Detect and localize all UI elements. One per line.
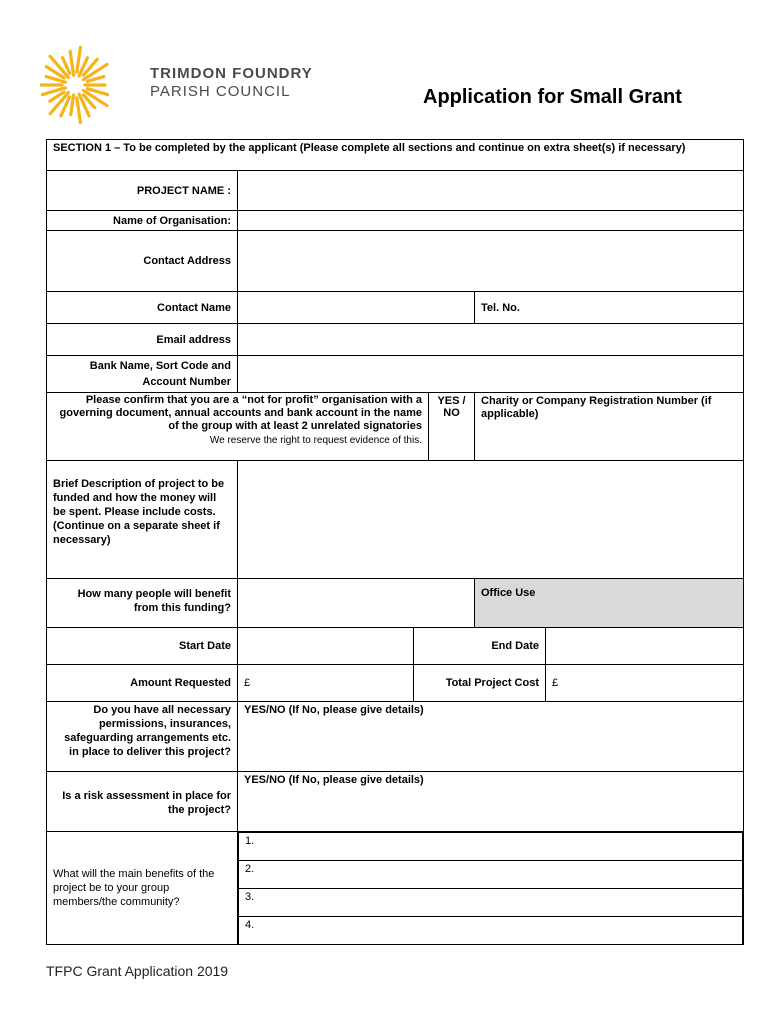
total-cost-field[interactable] xyxy=(546,665,744,702)
amount-requested-field[interactable] xyxy=(238,665,414,702)
end-date-field[interactable] xyxy=(546,628,744,665)
description-label: Brief Description of project to be funded and how the money will be spent. Please include costs. (Continue on a separate sheet if necessary) xyxy=(47,461,238,579)
beneficiaries-label: How many people will benefit from this funding? xyxy=(47,579,238,628)
risk-assessment-field[interactable] xyxy=(238,772,744,832)
sunburst-ray xyxy=(70,51,73,75)
contact-address-label: Contact Address xyxy=(47,231,238,292)
tel-field[interactable] xyxy=(475,292,744,324)
beneficiaries-field[interactable] xyxy=(238,579,475,628)
parish-council-logo xyxy=(40,40,340,130)
permissions-field[interactable] xyxy=(238,702,744,772)
org-name-line1: TRIMDON FOUNDRY xyxy=(150,65,313,82)
sunburst-ray xyxy=(71,95,74,115)
description-field[interactable] xyxy=(238,461,744,579)
project-name-field[interactable] xyxy=(238,171,744,211)
evidence-note: We reserve the right to request evidence of this. xyxy=(209,435,422,446)
benefit-line[interactable]: 2. xyxy=(239,861,743,889)
currency-symbol: £ xyxy=(552,677,559,689)
org-name-line2: PARISH COUNCIL xyxy=(150,83,291,100)
bank-label: Bank Name, Sort Code and Account Number xyxy=(47,356,238,393)
charity-number-field[interactable] xyxy=(475,393,744,461)
permissions-prompt: YES/NO (If No, please give details) xyxy=(244,704,424,716)
risk-assessment-prompt: YES/NO (If No, please give details) xyxy=(244,774,424,786)
section-1-heading: SECTION 1 – To be completed by the applicant (Please complete all sections and continue on extra sheet(s) if necessary) xyxy=(47,140,744,171)
amount-requested-label: Amount Requested xyxy=(47,665,238,702)
currency-symbol: £ xyxy=(244,677,251,689)
office-use-label: Office Use xyxy=(481,587,536,599)
organisation-label: Name of Organisation: xyxy=(47,211,238,231)
project-name-label: PROJECT NAME : xyxy=(47,171,238,211)
tel-label: Tel. No. xyxy=(481,301,520,314)
email-field[interactable] xyxy=(238,324,744,356)
email-label: Email address xyxy=(47,324,238,356)
start-date-field[interactable] xyxy=(238,628,414,665)
benefit-line[interactable]: 1. xyxy=(239,833,743,861)
not-for-profit-cell xyxy=(47,393,429,461)
charity-number-label: Charity or Company Registration Number (if applicable) xyxy=(481,395,712,420)
footer-text: TFPC Grant Application 2019 xyxy=(46,963,229,979)
office-use-box xyxy=(475,579,744,628)
contact-name-field[interactable] xyxy=(238,292,475,324)
benefit-line[interactable]: 4. xyxy=(239,917,743,945)
sunburst-ray xyxy=(77,47,81,72)
yes-no-choice[interactable]: YES / NO xyxy=(429,393,475,461)
bank-field[interactable] xyxy=(238,356,744,393)
page-title: Application for Small Grant xyxy=(423,86,682,108)
benefits-list xyxy=(238,832,744,945)
organisation-field[interactable] xyxy=(238,211,744,231)
end-date-label: End Date xyxy=(414,628,546,665)
not-for-profit-text: Please confirm that you are a “not for profit” organisation with a governing document, annual accounts and bank account in the name of the group with at least 2 unrelated signatories xyxy=(59,394,422,432)
risk-assessment-label: Is a risk assessment in place for the project? xyxy=(47,772,238,832)
contact-name-label: Contact Name xyxy=(47,292,238,324)
contact-address-field[interactable] xyxy=(238,231,744,292)
sunburst-ray xyxy=(77,98,81,123)
benefits-label: What will the main benefits of the project be to your group members/the community? xyxy=(47,832,238,945)
application-form xyxy=(46,139,744,945)
sunburst-icon xyxy=(40,40,110,130)
permissions-label: Do you have all necessary permissions, insurances, safeguarding arrangements etc. in place to deliver this project? xyxy=(47,702,238,772)
start-date-label: Start Date xyxy=(47,628,238,665)
benefit-line[interactable]: 3. xyxy=(239,889,743,917)
total-cost-label: Total Project Cost xyxy=(414,665,546,702)
